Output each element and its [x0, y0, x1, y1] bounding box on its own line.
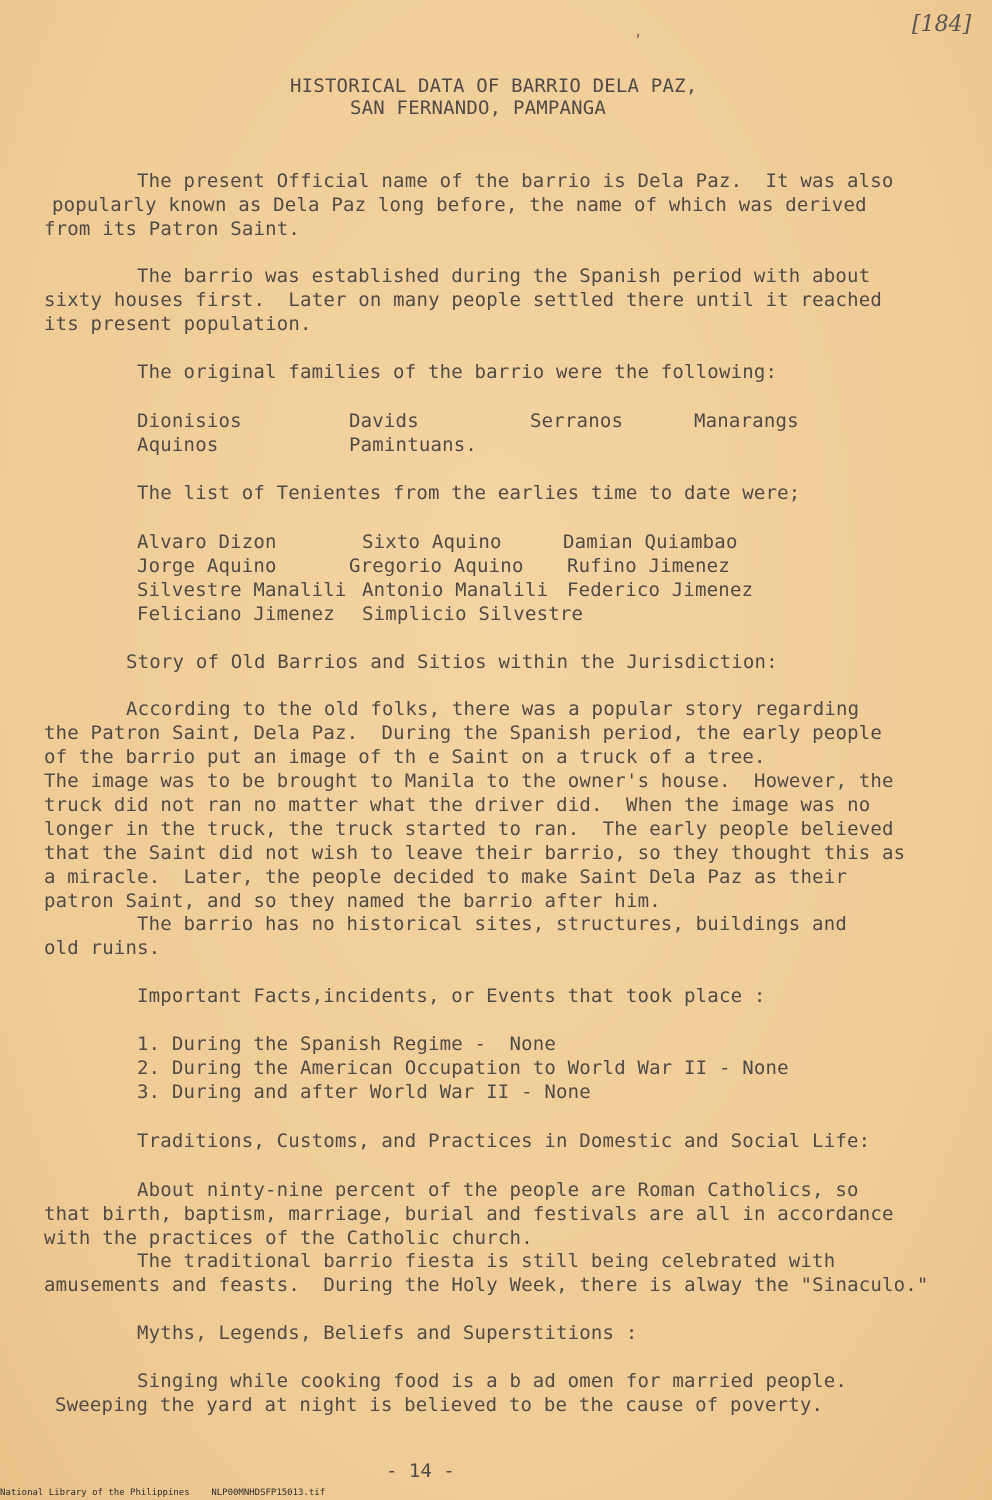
paragraph-line: amusements and feasts. During the Holy Week, there is alway the "Sinaculo.": [44, 1274, 929, 1296]
stray-mark: ,: [634, 24, 643, 40]
event-item: 2. During the American Occupation to World War II - None: [137, 1057, 789, 1079]
paragraph-line: The barrio was established during the Spanish period with about: [137, 265, 871, 287]
paragraph-line: popularly known as Dela Paz long before, the name of which was derived: [52, 194, 867, 216]
paragraph-line: longer in the truck, the truck started to ran. The early people believed: [44, 818, 894, 840]
section-heading: Myths, Legends, Beliefs and Superstitions :: [137, 1322, 638, 1344]
paragraph-line: that the Saint did not wish to leave their barrio, so they thought this as: [44, 842, 906, 864]
section-heading: Story of Old Barrios and Sitios within the Jurisdiction:: [126, 651, 778, 673]
teniente-name: Alvaro Dizon: [137, 531, 277, 553]
family-name: Davids: [349, 410, 419, 432]
paragraph-line: a miracle. Later, the people decided to make Saint Dela Paz as their: [44, 866, 848, 888]
paragraph-line: Singing while cooking food is a b ad omen for married people.: [137, 1370, 847, 1392]
paragraph-line: The present Official name of the barrio is Dela Paz. It was also: [137, 170, 894, 192]
teniente-name: Silvestre Manalili: [137, 579, 347, 601]
teniente-name: Gregorio Aquino: [349, 555, 524, 577]
paragraph-line: patron Saint, and so they named the barrio after him.: [44, 890, 661, 912]
family-name: Aquinos: [137, 434, 219, 456]
paragraph-line: with the practices of the Catholic church.: [44, 1227, 533, 1249]
family-name: Dionisios: [137, 410, 242, 432]
section-heading: The list of Tenientes from the earlies time to date were;: [137, 482, 801, 504]
paragraph-line: The barrio has no historical sites, structures, buildings and: [137, 913, 847, 935]
paragraph-line: The image was to be brought to Manila to the owner's house. However, the: [44, 770, 894, 792]
event-item: 3. During and after World War II - None: [137, 1081, 591, 1103]
paragraph-line: from its Patron Saint.: [44, 218, 301, 240]
scan-footer: National Library of the Philippines NLP00MNHDSFP15013.tif: [0, 1488, 326, 1498]
family-name: Serranos: [530, 410, 624, 432]
teniente-name: Rufino Jimenez: [567, 555, 730, 577]
section-heading: Important Facts,incidents, or Events that took place :: [137, 985, 766, 1007]
paragraph-line: the Patron Saint, Dela Paz. During the Spanish period, the early people: [44, 722, 883, 744]
teniente-name: Jorge Aquino: [137, 555, 277, 577]
paragraph-line: that birth, baptism, marriage, burial and festivals are all in accordance: [44, 1203, 894, 1225]
paragraph-line: According to the old folks, there was a popular story regarding: [126, 698, 860, 720]
paragraph-line: sixty houses first. Later on many people settled there until it reached: [44, 289, 883, 311]
teniente-name: Feliciano Jimenez: [137, 603, 335, 625]
paragraph-line: old ruins.: [44, 937, 161, 959]
teniente-name: Antonio Manalili: [362, 579, 549, 601]
section-heading: Traditions, Customs, and Practices in Domestic and Social Life:: [137, 1130, 871, 1152]
paragraph-line: Sweeping the yard at night is believed to be the cause of poverty.: [55, 1394, 824, 1416]
teniente-name: Sixto Aquino: [362, 531, 502, 553]
page-number: - 14 -: [386, 1460, 455, 1482]
event-item: 1. During the Spanish Regime - None: [137, 1033, 557, 1055]
archive-number: [184]: [912, 12, 972, 37]
family-name: Pamintuans.: [349, 434, 478, 456]
paragraph-line: The traditional barrio fiesta is still being celebrated with: [137, 1250, 836, 1272]
teniente-name: Simplicio Silvestre: [362, 603, 584, 625]
family-name: Manarangs: [694, 410, 799, 432]
paragraph-line: About ninty-nine percent of the people are Roman Catholics, so: [137, 1179, 859, 1201]
paragraph-line: of the barrio put an image of th e Saint on a truck of a tree.: [44, 746, 766, 768]
title-line-1: HISTORICAL DATA OF BARRIO DELA PAZ,: [290, 75, 698, 97]
paragraph-line: truck did not ran no matter what the driver did. When the image was no: [44, 794, 871, 816]
title-line-2: SAN FERNANDO, PAMPANGA: [350, 97, 607, 119]
teniente-name: Federico Jimenez: [567, 579, 754, 601]
teniente-name: Damian Quiambao: [563, 531, 738, 553]
paragraph-line: its present population.: [44, 313, 312, 335]
section-heading: The original families of the barrio were the following:: [137, 361, 778, 383]
